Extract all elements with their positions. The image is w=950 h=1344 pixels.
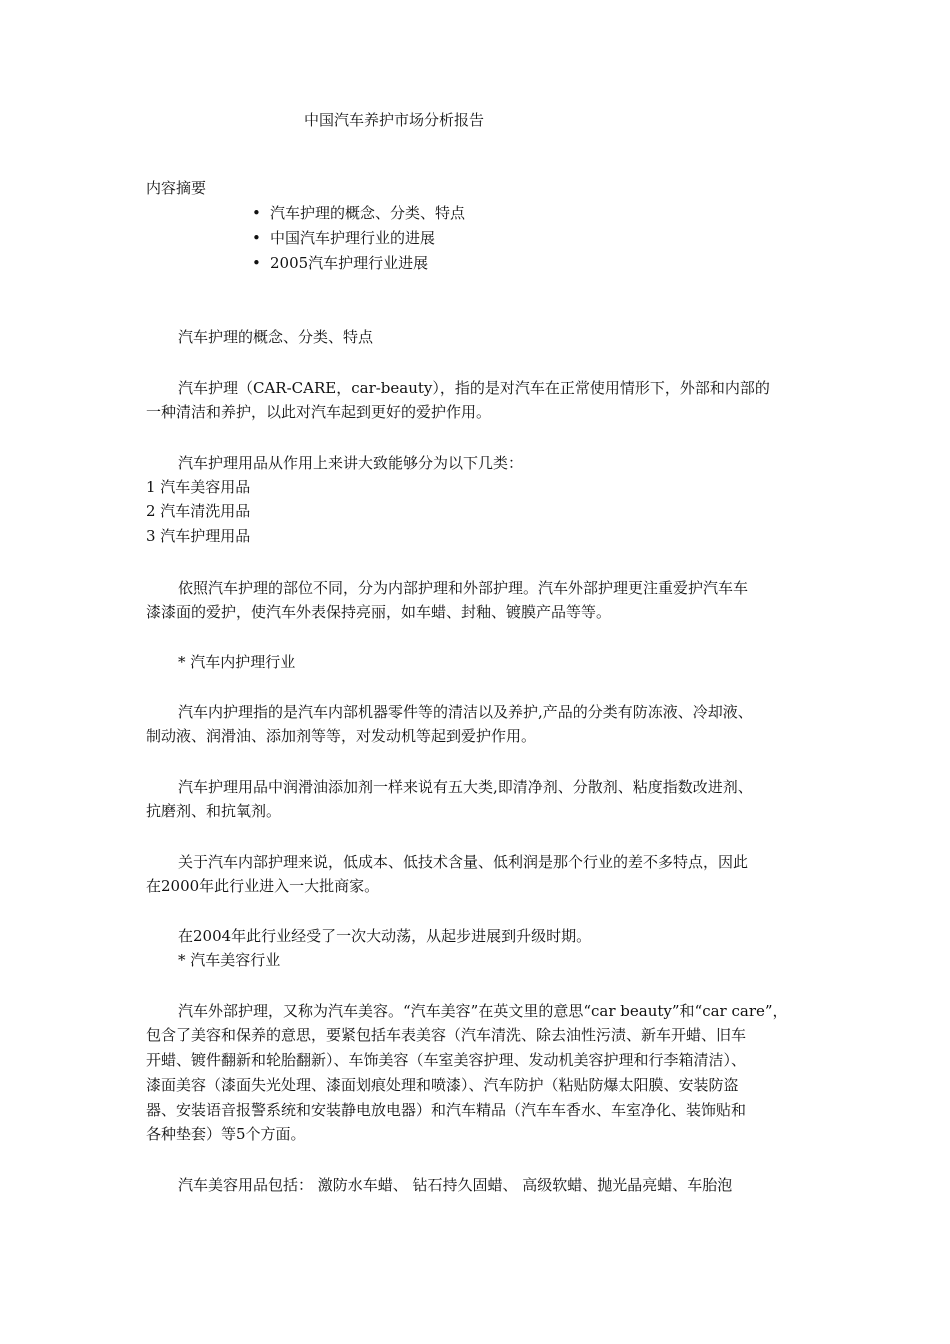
paragraph-line: 漆漆面的爱护，使汽车外表保持亮丽，如车蜡、封釉、镀膜产品等等。 <box>146 603 612 621</box>
summary-item-text: 2005汽车护理行业进展 <box>270 254 429 272</box>
paragraph-line: 开蜡、镀件翻新和轮胎翻新）、车饰美容（车室美容护理、发动机美容护理和行李箱清洁）、 <box>146 1051 747 1069</box>
category-item: 1 汽车美容用品 <box>146 478 251 496</box>
category-item: 3 汽车护理用品 <box>146 527 251 545</box>
section-heading: 汽车护理的概念、分类、特点 <box>178 328 374 346</box>
summary-item <box>252 201 465 225</box>
paragraph-line: 关于汽车内部护理来说，低成本、低技术含量、低利润是那个行业的差不多特点，因此 <box>178 853 749 871</box>
paragraph-line: 在2000年此行业进入一大批商家。 <box>146 877 380 895</box>
paragraph-line: 制动液、润滑油、添加剂等等，对发动机等起到爱护作用。 <box>146 727 537 745</box>
summary-item-text: 中国汽车护理行业的进展 <box>270 229 436 247</box>
paragraph-line: 汽车护理（CAR-CARE，car-beauty），指的是对汽车在正常使用情形下，外部和内部的 <box>178 379 770 397</box>
bullet-icon: • <box>252 229 261 247</box>
paragraph-line: 抗磨剂、和抗氧剂。 <box>146 802 282 820</box>
paragraph-line: 漆面美容（漆面失光处理、漆面划痕处理和喷漆）、汽车防护（粘贴防爆太阳膜、安装防盗 <box>146 1076 739 1094</box>
paragraph-line: 包含了美容和保养的意思，要紧包括车表美容（汽车清洗、除去油性污渍、新车开蜡、旧车 <box>146 1026 747 1044</box>
paragraph-line: 依照汽车护理的部位不同，分为内部护理和外部护理。汽车外部护理更注重爱护汽车车 <box>178 579 749 597</box>
paragraph-line: 汽车内护理指的是汽车内部机器零件等的清洁以及养护,产品的分类有防冻液、冷却液、 <box>178 703 753 721</box>
document-title: 中国汽车养护市场分析报告 <box>304 111 485 129</box>
bullet-icon: • <box>252 204 261 222</box>
paragraph-line: 一种清洁和养护，以此对汽车起到更好的爱护作用。 <box>146 403 492 421</box>
paragraph-line: 汽车护理用品中润滑油添加剂一样来说有五大类,即清净剂、分散剂、粘度指数改进剂、 <box>178 778 753 796</box>
summary-item <box>252 251 428 275</box>
paragraph-line: 器、安装语音报警系统和安装静电放电器）和汽车精品（汽车车香水、车室净化、装饰贴和 <box>146 1101 747 1119</box>
summary-item <box>252 226 435 250</box>
summary-heading: 内容摘要 <box>146 179 207 197</box>
paragraph-line: 汽车护理用品从作用上来讲大致能够分为以下几类： <box>178 454 524 472</box>
bullet-icon: • <box>252 254 261 272</box>
section-heading: * 汽车内护理行业 <box>178 653 296 671</box>
paragraph-line: 汽车外部护理，又称为汽车美容。“汽车美容”在英文里的意思“car beauty”和“car care”， <box>178 1002 788 1020</box>
paragraph-line: 汽车美容用品包括： 激防水车蜡、 钻石持久固蜡、 高级软蜡、抛光晶亮蜡、车胎泡 <box>178 1176 733 1194</box>
category-item: 2 汽车清洗用品 <box>146 502 251 520</box>
summary-item-text: 汽车护理的概念、分类、特点 <box>270 204 466 222</box>
paragraph-line: 各种垫套）等5个方面。 <box>146 1125 306 1143</box>
section-heading: * 汽车美容行业 <box>178 951 281 969</box>
paragraph-line: 在2004年此行业经受了一次大动荡，从起步进展到升级时期。 <box>178 927 592 945</box>
